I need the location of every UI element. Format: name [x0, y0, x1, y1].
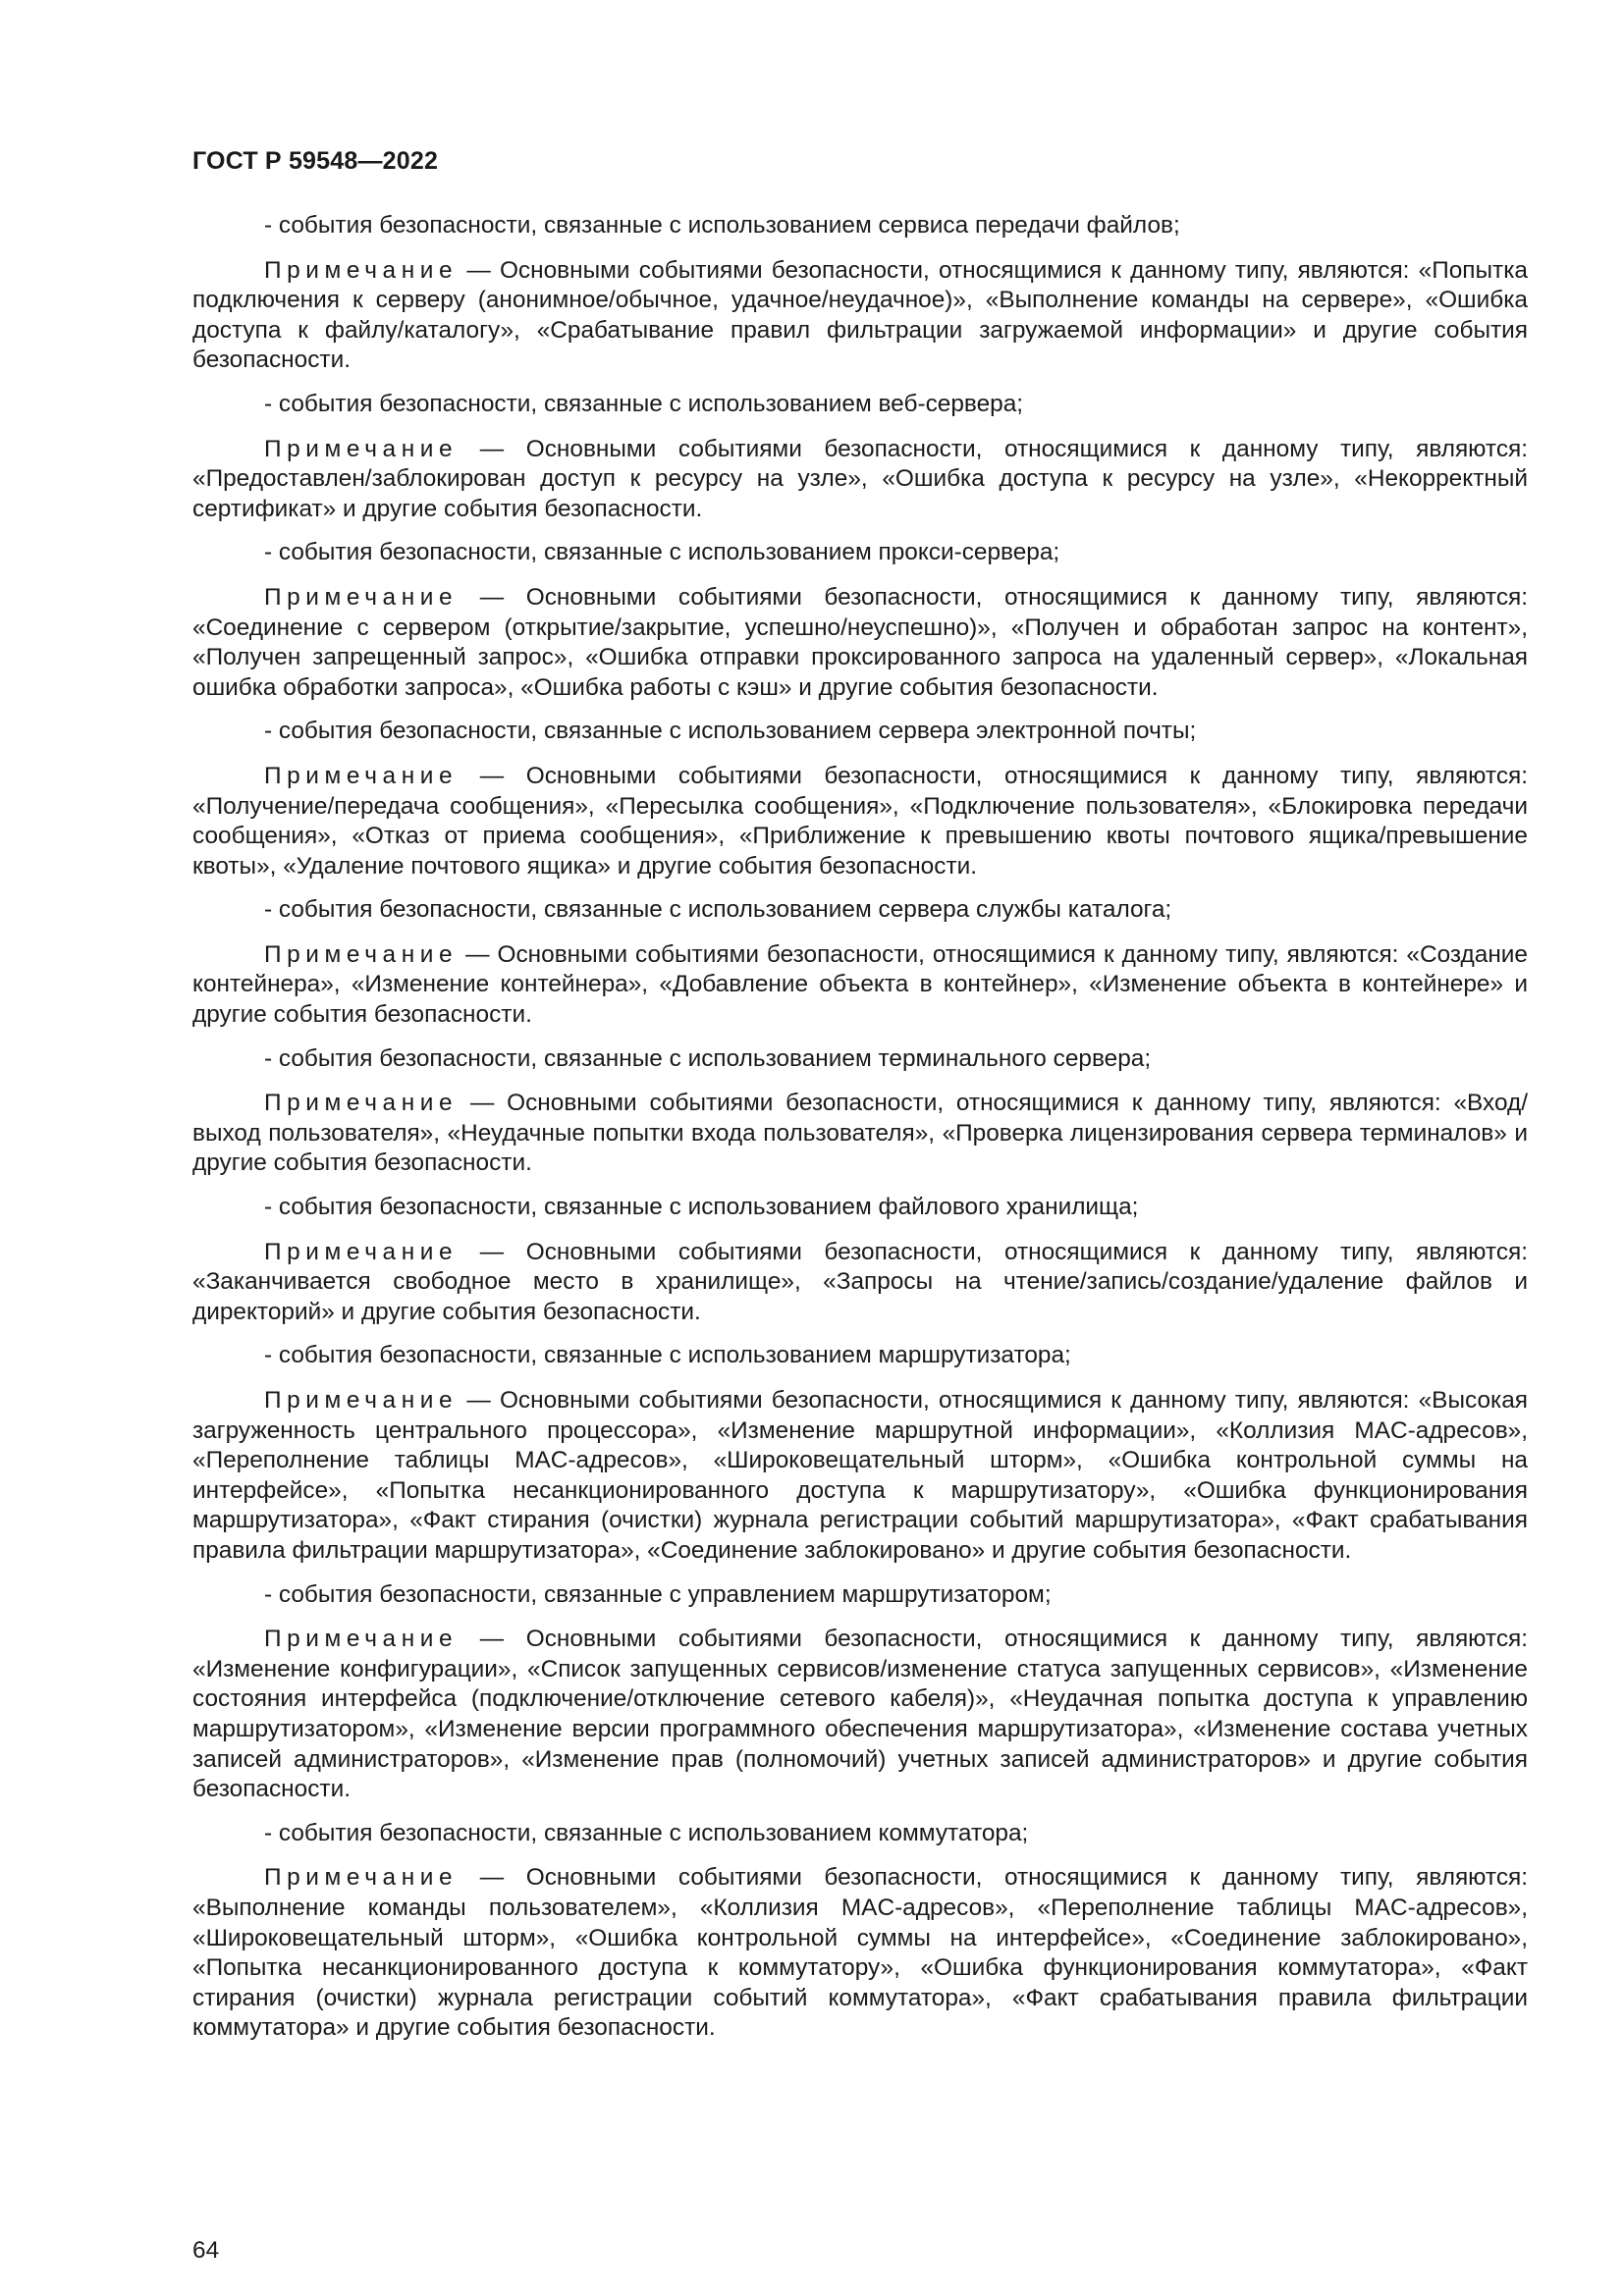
note-label: Примечание [264, 1090, 459, 1117]
note-text: — Основными событиями безопасности, относящимися к данному типу, являются: «Создание контейнера», «Изменение контейнера», «Добавление объекта в контейнер», «Изменение объекта в контейнере» и другие события безопасности. [192, 940, 1528, 1029]
document-header: ГОСТ Р 59548—2022 [192, 147, 439, 175]
page-number: 64 [192, 2237, 220, 2264]
note-paragraph [192, 256, 1528, 376]
note-label: Примечание [264, 256, 459, 284]
note-label: Примечание [264, 1864, 459, 1892]
note-label: Примечание [264, 1238, 459, 1265]
note-text: — Основными событиями безопасности, относящимися к данному типу, являются: «Выполнение команды пользователем», «Коллизия MAC-адресов», «Переполнение таблицы MAC-адресов», «Широковещательный шторм», «Ошибка контрольной суммы на интерфейсе», «Соединение заблокировано», «Попытка несанкционированного доступа к коммутатору», «Ошибка функционирования коммутатора», «Факт стирания (очистки) журнала регистрации событий коммутатора», «Факт срабатывания правила фильтрации коммутатора» и другие события безопасности. [192, 1864, 1528, 2042]
note-paragraph [192, 1625, 1528, 1805]
document-page [192, 147, 1528, 2057]
note-paragraph [192, 435, 1528, 525]
note-label: Примечание [264, 1387, 459, 1414]
list-item: - события безопасности, связанные с использованием сервера электронной почты; [264, 718, 1197, 745]
note-label: Примечание [264, 583, 459, 611]
note-label: Примечание [264, 1626, 459, 1653]
list-item: - события безопасности, связанные с использованием сервера службы каталога; [264, 896, 1172, 924]
note-label: Примечание [264, 940, 459, 968]
note-label: Примечание [264, 435, 459, 462]
note-paragraph [192, 1238, 1528, 1328]
note-text: — Основными событиями безопасности, относящимися к данному типу, являются: «Попытка подключения к серверу (анонимное/обычное, удачное/неудачное)», «Выполнение команды на сервере», «Ошибка доступа к файлу/каталогу», «Срабатывание правил фильтрации загружаемой информации» и другие события безопасности. [192, 256, 1528, 374]
note-paragraph [192, 1863, 1528, 2044]
note-text: — Основными событиями безопасности, относящимися к данному типу, являются: «Предоставлен/заблокирован доступ к ресурсу на узле», «Ошибка доступа к ресурсу на узле», «Некорректный сертификат» и другие события безопасности. [192, 435, 1528, 522]
note-text: — Основными событиями безопасности, относящимися к данному типу, являются: «Заканчивается свободное место в хранилище», «Запросы на чтение/запись/создание/удаление файлов и директорий» и другие события безопасности. [192, 1238, 1528, 1325]
note-paragraph [192, 1386, 1528, 1567]
list-item: - события безопасности, связанные с использованием прокси-сервера; [264, 539, 1060, 566]
note-text: — Основными событиями безопасности, относящимися к данному типу, являются: «Соединение с сервером (открытие/закрытие, успешно/неуспешно)», «Получен и обработан запрос на контент», «Получен запрещенный запрос», «Ошибка отправки проксированного запроса на удаленный сервер», «Локальная ошибка обработки запроса», «Ошибка работы с кэш» и другие события безопасности. [192, 583, 1528, 701]
note-paragraph [192, 940, 1528, 1031]
note-label: Примечание [264, 762, 459, 789]
note-text: — Основными событиями безопасности, относящимися к данному типу, являются: «Изменение конфигурации», «Список запущенных сервисов/изменение статуса запущенных сервисов», «Изменение состояния интерфейса (подключение/отключение сетевого кабеля)», «Неудачная попытка доступа к управлению маршрутизатором», «Изменение версии программного обеспечения маршрутизатора», «Изменение состава учетных записей администраторов», «Изменение прав (полномочий) учетных записей администраторов» и другие события безопасности. [192, 1626, 1528, 1803]
note-text: — Основными событиями безопасности, относящимися к данному типу, являются: «Получение/передача сообщения», «Пересылка сообщения», «Подключение пользователя», «Блокировка передачи сообщения», «Отказ от приема сообщения», «Приближение к превышению квоты почтового ящика/превышение квоты», «Удаление почтового ящика» и другие события безопасности. [192, 762, 1528, 880]
list-item: - события безопасности, связанные с использованием коммутатора; [264, 1819, 1029, 1846]
list-item: - события безопасности, связанные с использованием веб-сервера; [264, 390, 1024, 417]
list-item: - события безопасности, связанные с использованием терминального сервера; [264, 1044, 1152, 1072]
list-item: - события безопасности, связанные с использованием сервиса передачи файлов; [264, 212, 1180, 239]
list-item: - события безопасности, связанные с управлением маршрутизатором; [264, 1580, 1052, 1608]
note-text: — Основными событиями безопасности, относящимися к данному типу, являются: «Вход/выход пользователя», «Неудачные попытки входа пользователя», «Проверка лицензирования сервера терминалов» и другие события безопасности. [192, 1090, 1528, 1177]
list-item: - события безопасности, связанные с использованием маршрутизатора; [264, 1342, 1071, 1369]
note-paragraph [192, 583, 1528, 703]
document-body [192, 211, 1528, 2044]
note-text: — Основными событиями безопасности, относящимися к данному типу, являются: «Высокая загруженность центрального процессора», «Изменение маршрутной информации», «Коллизия MAC-адресов», «Переполнение таблицы MAC-адресов», «Широковещательный шторм», «Ошибка контрольной суммы на интерфейсе», «Попытка несанкционированного доступа к маршрутизатору», «Ошибка функционирования маршрутизатора», «Факт стирания (очистки) журнала регистрации событий маршрутизатора», «Факт срабатывания правила фильтрации маршрутизатора», «Соединение заблокировано» и другие события безопасности. [192, 1387, 1528, 1564]
note-paragraph [192, 1089, 1528, 1179]
list-item: - события безопасности, связанные с использованием файлового хранилища; [264, 1194, 1139, 1221]
note-paragraph [192, 762, 1528, 881]
